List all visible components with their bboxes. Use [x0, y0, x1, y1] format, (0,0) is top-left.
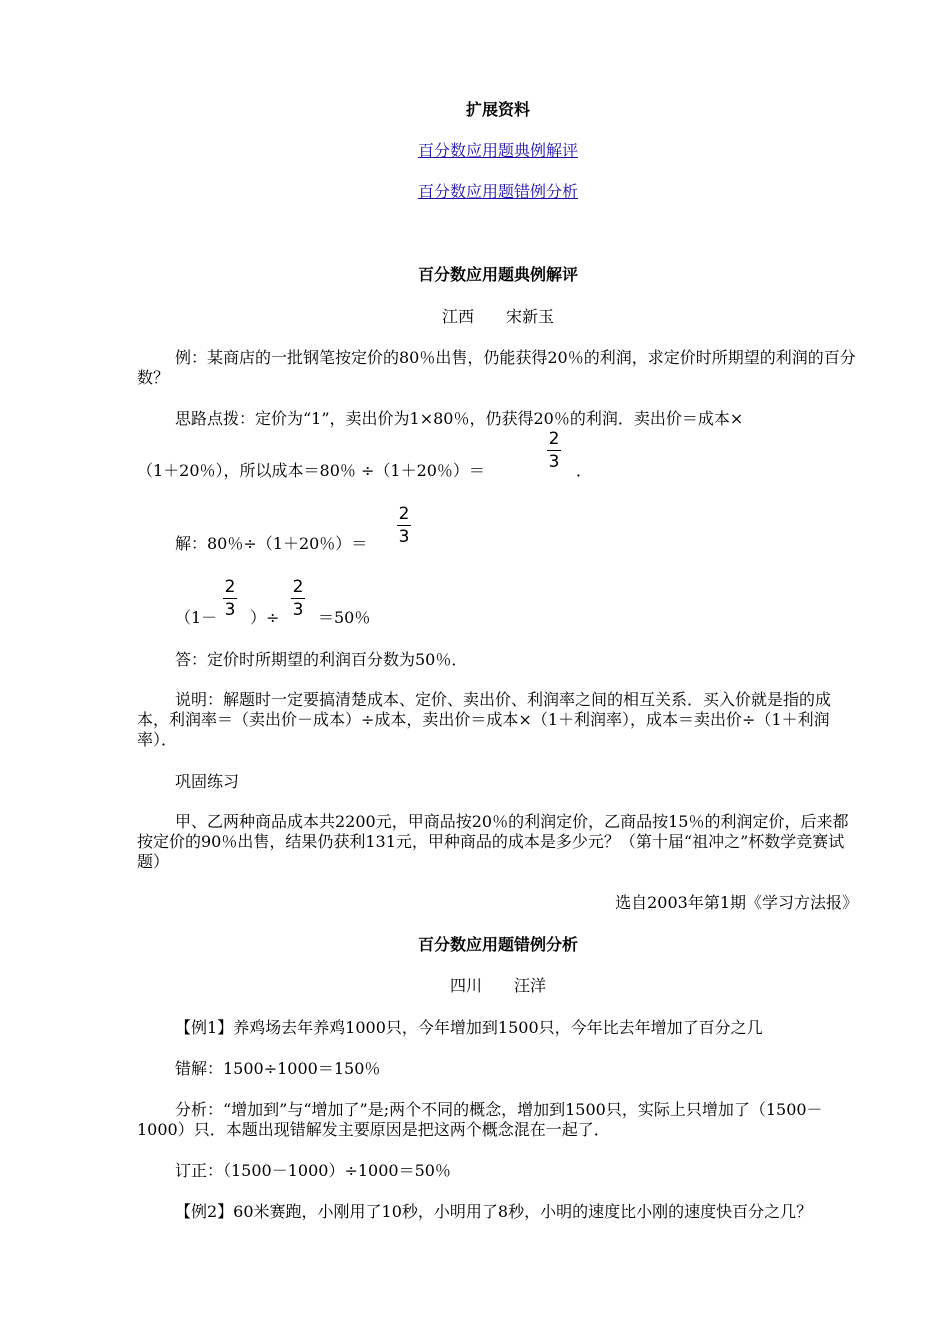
article1-solution2-a: （1－: [175, 608, 218, 627]
article1-source: 选自2003年第1期《学习方法报》: [615, 893, 858, 912]
article2-title: 百分数应用题错例分析: [417, 935, 578, 954]
article1-solution1: 解：80％÷（1＋20％）＝: [175, 534, 368, 553]
fraction-denominator: 3: [292, 600, 304, 620]
article1-answer-text: 答：定价时所期望的利润百分数为50％．: [175, 650, 468, 669]
article1-answer: [137, 650, 859, 670]
fraction-numerator: 2: [398, 504, 410, 524]
fraction-bar: [223, 598, 237, 599]
fraction-denominator: 3: [398, 527, 410, 547]
fraction-bar: [547, 450, 561, 451]
article1-hint-line2: （1＋20％），所以成本＝80％ ÷（1＋20％）＝: [137, 461, 485, 480]
fraction-two-thirds-4: [290, 578, 306, 619]
article1-practice: [137, 812, 859, 872]
article1-author: 江西 宋新玉: [441, 307, 554, 326]
article2-author: 四川 汪洋: [449, 976, 546, 995]
fraction-two-thirds-1: [546, 430, 562, 471]
article2-example2: [137, 1202, 859, 1222]
fraction-numerator: 2: [548, 429, 560, 449]
link-typical-examples-text[interactable]: 百分数应用题典例解评: [417, 141, 578, 160]
article2-analysis-text: 分析：“增加到”与“增加了”是;两个不同的概念，增加到1500只，实际上只增加了（1500－1000）只．本题出现错解发主要原因是把这两个概念混在一起了．: [137, 1100, 823, 1139]
fraction-bar: [291, 598, 305, 599]
fraction-two-thirds-2: [396, 505, 412, 546]
article1-hint-end: ．: [576, 461, 593, 480]
article2-example2-text: 【例2】60米赛跑，小刚用了10秒，小明用了8秒，小明的速度比小刚的速度快百分之几？: [175, 1202, 813, 1221]
article1-example-text: 例：某商店的一批钢笔按定价的80％出售，仍能获得20％的利润，求定价时所期望的利润的百分数？: [137, 348, 856, 387]
article1-practice-title: [137, 772, 859, 792]
extended-resources-title: 扩展资料: [465, 100, 530, 119]
link-typical-examples: [0, 141, 950, 161]
fraction-denominator: 3: [548, 452, 560, 472]
article1-example: [137, 348, 859, 388]
article1-note-text: 说明：解题时一定要搞清楚成本、定价、卖出价、利润率之间的相互关系．买入价就是指的成本，利润率＝（卖出价－成本）÷成本，卖出价＝成本×（1＋利润率），成本＝卖出价÷（1＋利润率）．: [137, 690, 832, 749]
fraction-numerator: 2: [292, 577, 304, 597]
article2-correction-text: 订正：（1500－1000）÷1000＝50％: [175, 1161, 451, 1180]
article1-solution2-c: ＝50％: [318, 608, 371, 627]
article2-example1: [137, 1018, 859, 1038]
article1-practice-title-text: 巩固练习: [175, 772, 240, 791]
article1-note: [137, 690, 859, 750]
article2-example1-text: 【例1】养鸡场去年养鸡1000只，今年增加到1500只，今年比去年增加了百分之几: [175, 1018, 763, 1037]
link-error-analysis: [0, 182, 950, 202]
article1-hint-line1: [137, 409, 859, 429]
fraction-bar: [397, 525, 411, 526]
link-error-analysis-text[interactable]: 百分数应用题错例分析: [417, 182, 578, 201]
article2-wrong-solution: [137, 1059, 859, 1079]
article2-correction: [137, 1161, 859, 1181]
fraction-numerator: 2: [224, 577, 236, 597]
article1-hint-line1-text: 思路点拨：定价为“1”，卖出价为1×80％，仍获得20％的利润．卖出价＝成本×: [175, 409, 744, 428]
article2-wrong-solution-text: 错解：1500÷1000＝150％: [175, 1059, 381, 1078]
fraction-denominator: 3: [224, 600, 236, 620]
article2-analysis: [137, 1100, 859, 1140]
article1-solution2-b: ）÷: [250, 608, 280, 627]
article1-practice-text: 甲、乙两种商品成本共2200元，甲商品按20％的利润定价，乙商品按15％的利润定价，后来都按定价的90％出售，结果仍获利131元，甲种商品的成本是多少元？（第十届“祖冲之”杯数学竞赛试题）: [137, 812, 849, 871]
article1-title: 百分数应用题典例解评: [417, 265, 578, 284]
fraction-two-thirds-3: [222, 578, 238, 619]
